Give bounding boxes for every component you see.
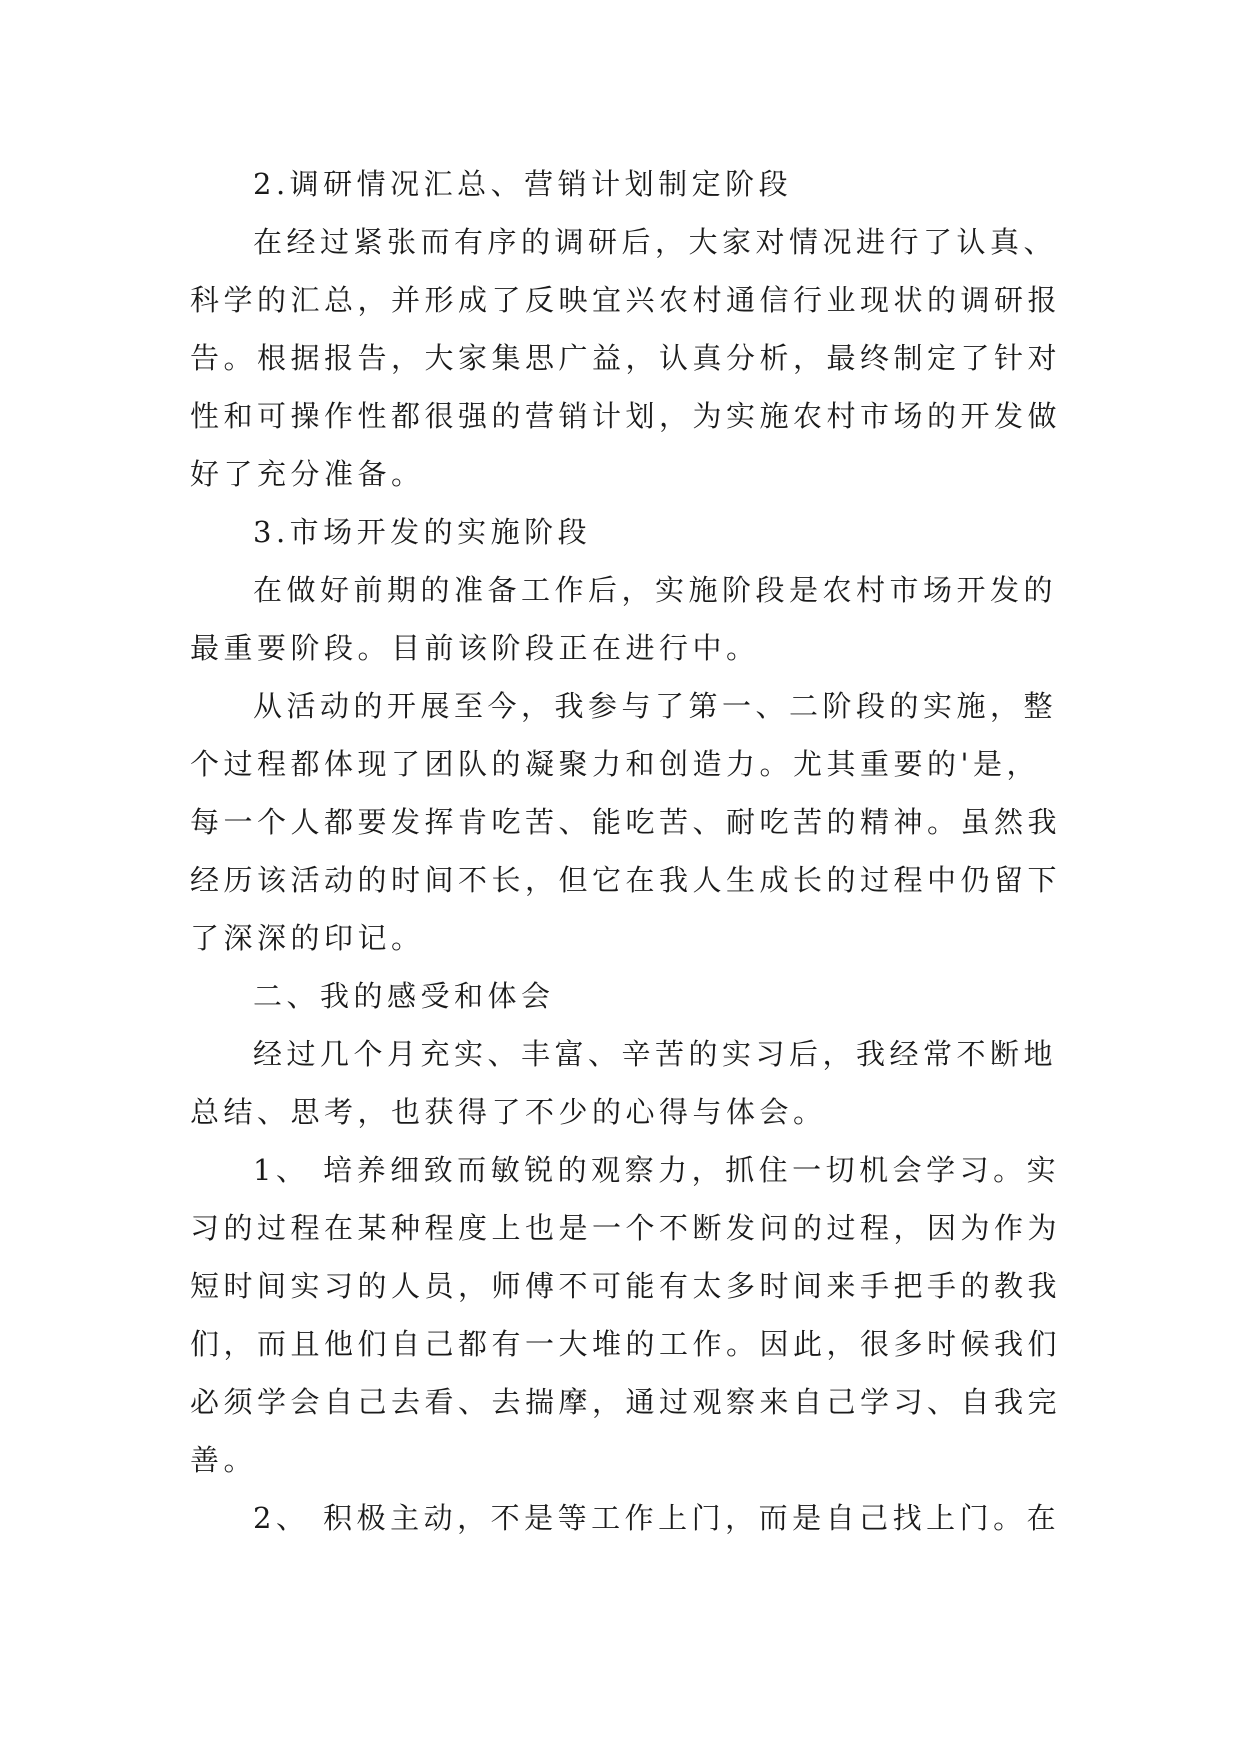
paragraph-line: 在做好前期的准备工作后，实施阶段是农村市场开发的 xyxy=(253,573,1058,607)
paragraph-line: 经历该活动的时间不长，但它在我人生成长的过程中仍留下 xyxy=(190,863,1062,897)
paragraph-line: 们，而且他们自己都有一大堆的工作。因此，很多时候我们 xyxy=(190,1327,1062,1361)
paragraph-line: 每一个人都要发挥肯吃苦、能吃苦、耐吃苦的精神。虽然我 xyxy=(190,805,1062,839)
paragraph-line: 总结、思考，也获得了不少的心得与体会。 xyxy=(190,1095,827,1129)
section-heading-3: 3.市场开发的实施阶段 xyxy=(253,515,592,549)
paragraph-line: 经过几个月充实、丰富、辛苦的实习后，我经常不断地 xyxy=(253,1037,1058,1071)
paragraph-line: 2、 积极主动，不是等工作上门，而是自己找上门。在 xyxy=(253,1501,1061,1535)
section-heading-2: 2.调研情况汇总、营销计划制定阶段 xyxy=(253,167,793,201)
paragraph-line: 了深深的印记。 xyxy=(190,921,425,955)
paragraph-line: 科学的汇总，并形成了反映宜兴农村通信行业现状的调研报 xyxy=(190,283,1062,317)
paragraph-line: 必须学会自己去看、去揣摩，通过观察来自己学习、自我完 xyxy=(190,1385,1062,1419)
paragraph-line: 性和可操作性都很强的营销计划，为实施农村市场的开发做 xyxy=(190,399,1062,433)
paragraph-line: 1、 培养细致而敏锐的观察力，抓住一切机会学习。实 xyxy=(253,1153,1061,1187)
paragraph-line: 最重要阶段。目前该阶段正在进行中。 xyxy=(190,631,760,665)
paragraph-line: 在经过紧张而有序的调研后，大家对情况进行了认真、 xyxy=(253,225,1058,259)
paragraph-line: 从活动的开展至今，我参与了第一、二阶段的实施，整 xyxy=(253,689,1058,723)
section-heading: 二、我的感受和体会 xyxy=(253,979,555,1013)
paragraph-line: 习的过程在某种程度上也是一个不断发问的过程，因为作为 xyxy=(190,1211,1062,1245)
paragraph-line: 好了充分准备。 xyxy=(190,457,425,491)
paragraph-line: 善。 xyxy=(190,1443,258,1477)
paragraph-line: 个过程都体现了团队的凝聚力和创造力。尤其重要的'是， xyxy=(190,747,1040,781)
paragraph-line: 短时间实习的人员，师傅不可能有太多时间来手把手的教我 xyxy=(190,1269,1062,1303)
paragraph-line: 告。根据报告，大家集思广益，认真分析，最终制定了针对 xyxy=(190,341,1062,375)
